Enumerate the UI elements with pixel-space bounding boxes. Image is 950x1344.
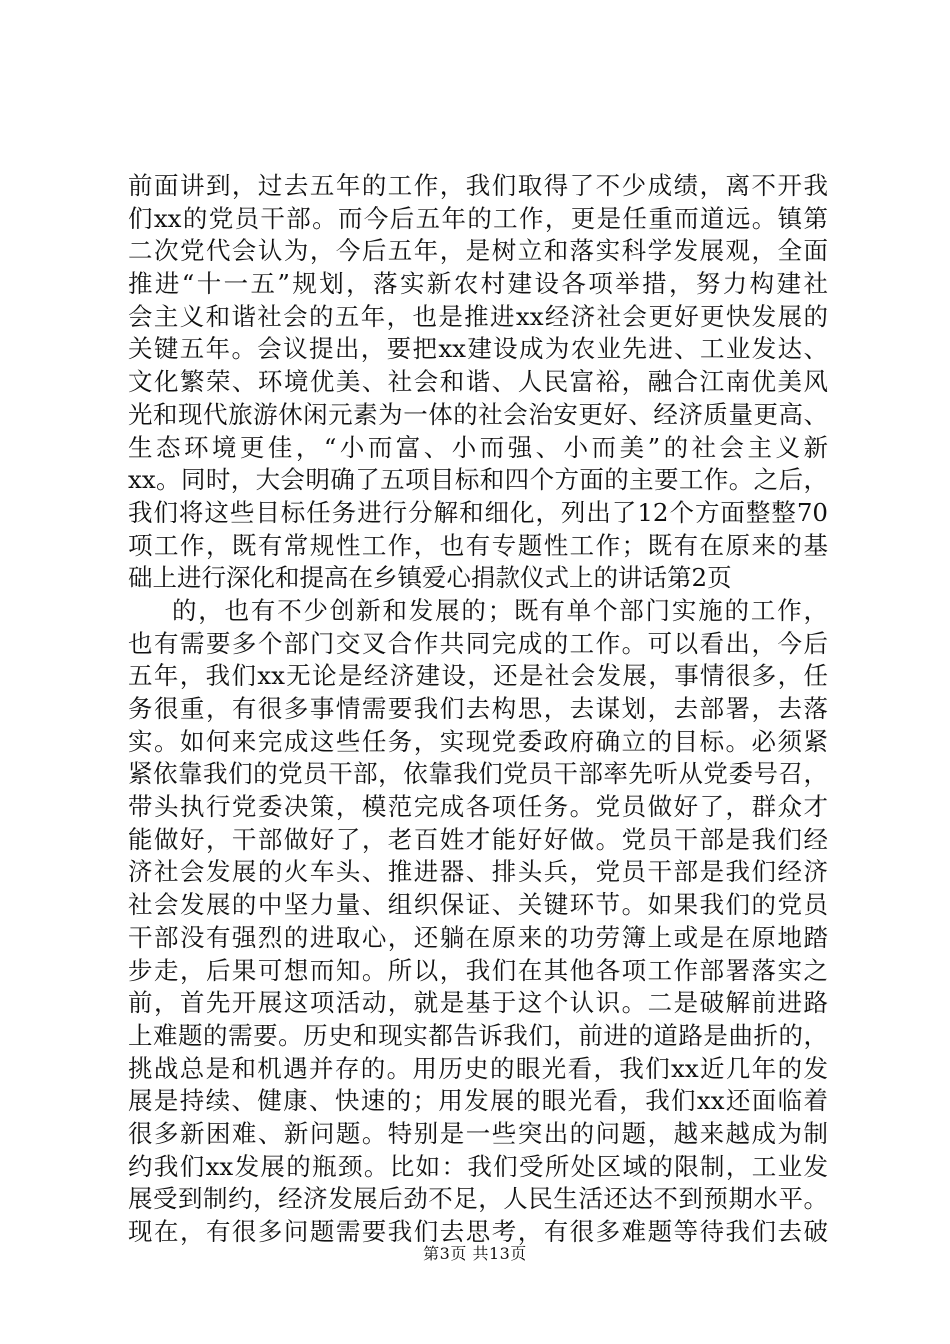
page-number-footer: 第3页 共13页: [423, 1244, 527, 1263]
text-line: 干部没有强烈的进取心，还躺在原来的功劳簿上或是在原地踏: [128, 922, 828, 952]
text-line: 项工作，既有常规性工作，也有专题性工作；既有在原来的基: [128, 530, 828, 560]
text-line: 带头执行党委决策，模范完成各项任务。党员做好了，群众才: [128, 792, 828, 822]
paragraph-first-line: 的，也有不少创新和发展的；既有单个部门实施的工作，: [172, 595, 828, 625]
text-line: 务很重，有很多事情需要我们去构思，去谋划，去部署，去落: [128, 694, 828, 723]
text-line: 步走，后果可想而知。所以，我们在其他各项工作部署落实之: [128, 955, 828, 985]
body-text: [128, 170, 828, 1249]
text-line: 现在，有很多问题需要我们去思考，有很多难题等待我们去破: [128, 1217, 828, 1246]
text-line: 前，首先开展这项活动，就是基于这个认识。二是破解前进路: [128, 988, 828, 1018]
text-line: 们xx的党员干部。而今后五年的工作，更是任重而道远。镇第: [128, 203, 828, 233]
text-line: 前面讲到，过去五年的工作，我们取得了不少成绩，离不开我: [128, 171, 828, 200]
text-line: 紧依靠我们的党员干部，依靠我们党员干部率先听从党委号召，: [128, 759, 828, 789]
text-line: 关键五年。会议提出，要把xx建设成为农业先进、工业发达、: [128, 334, 828, 364]
text-line: 上难题的需要。历史和现实都告诉我们，前进的道路是曲折的，: [128, 1020, 828, 1050]
text-line: 二次党代会认为，今后五年，是树立和落实科学发展观，全面: [128, 236, 828, 266]
text-line: 挑战总是和机遇并存的。用历史的眼光看，我们xx近几年的发: [128, 1053, 828, 1083]
text-line: 展受到制约，经济发展后劲不足，人民生活还达不到预期水平。: [128, 1184, 828, 1214]
text-line: 生态环境更佳，“小而富、小而强、小而美”的社会主义新: [128, 432, 828, 462]
text-line: 实。如何来完成这些任务，实现党委政府确立的目标。必须紧: [128, 726, 828, 756]
text-line: xx。同时，大会明确了五项目标和四个方面的主要工作。之后，: [128, 465, 828, 495]
text-line: 约我们xx发展的瓶颈。比如：我们受所处区域的限制，工业发: [128, 1151, 828, 1181]
text-line: 文化繁荣、环境优美、社会和谐、人民富裕，融合江南优美风: [128, 367, 828, 397]
text-line: 展是持续、健康、快速的；用发展的眼光看，我们xx还面临着: [128, 1086, 828, 1116]
text-line: 础上进行深化和提高在乡镇爱心捐款仪式上的讲话第2页: [128, 563, 732, 593]
text-line: 五年，我们xx无论是经济建设，还是社会发展，事情很多，任: [128, 661, 828, 691]
text-line: 济社会发展的火车头、推进器、排头兵，党员干部是我们经济: [128, 857, 828, 887]
text-line: 推进“十一五”规划，落实新农村建设各项举措，努力构建社: [128, 269, 828, 299]
text-line: 光和现代旅游休闲元素为一体的社会治安更好、经济质量更高、: [128, 399, 828, 429]
text-line: 很多新困难、新问题。特别是一些突出的问题，越来越成为制: [128, 1118, 828, 1148]
text-line: 也有需要多个部门交叉合作共同完成的工作。可以看出，今后: [128, 628, 828, 658]
text-line: 社会发展的中坚力量、组织保证、关键环节。如果我们的党员: [128, 890, 828, 920]
text-line: 会主义和谐社会的五年，也是推进xx经济社会更好更快发展的: [128, 301, 828, 331]
text-line: 能做好，干部做好了，老百姓才能好好做。党员干部是我们经: [128, 824, 828, 854]
text-line: 我们将这些目标任务进行分解和细化，列出了12个方面整整70: [128, 497, 828, 527]
